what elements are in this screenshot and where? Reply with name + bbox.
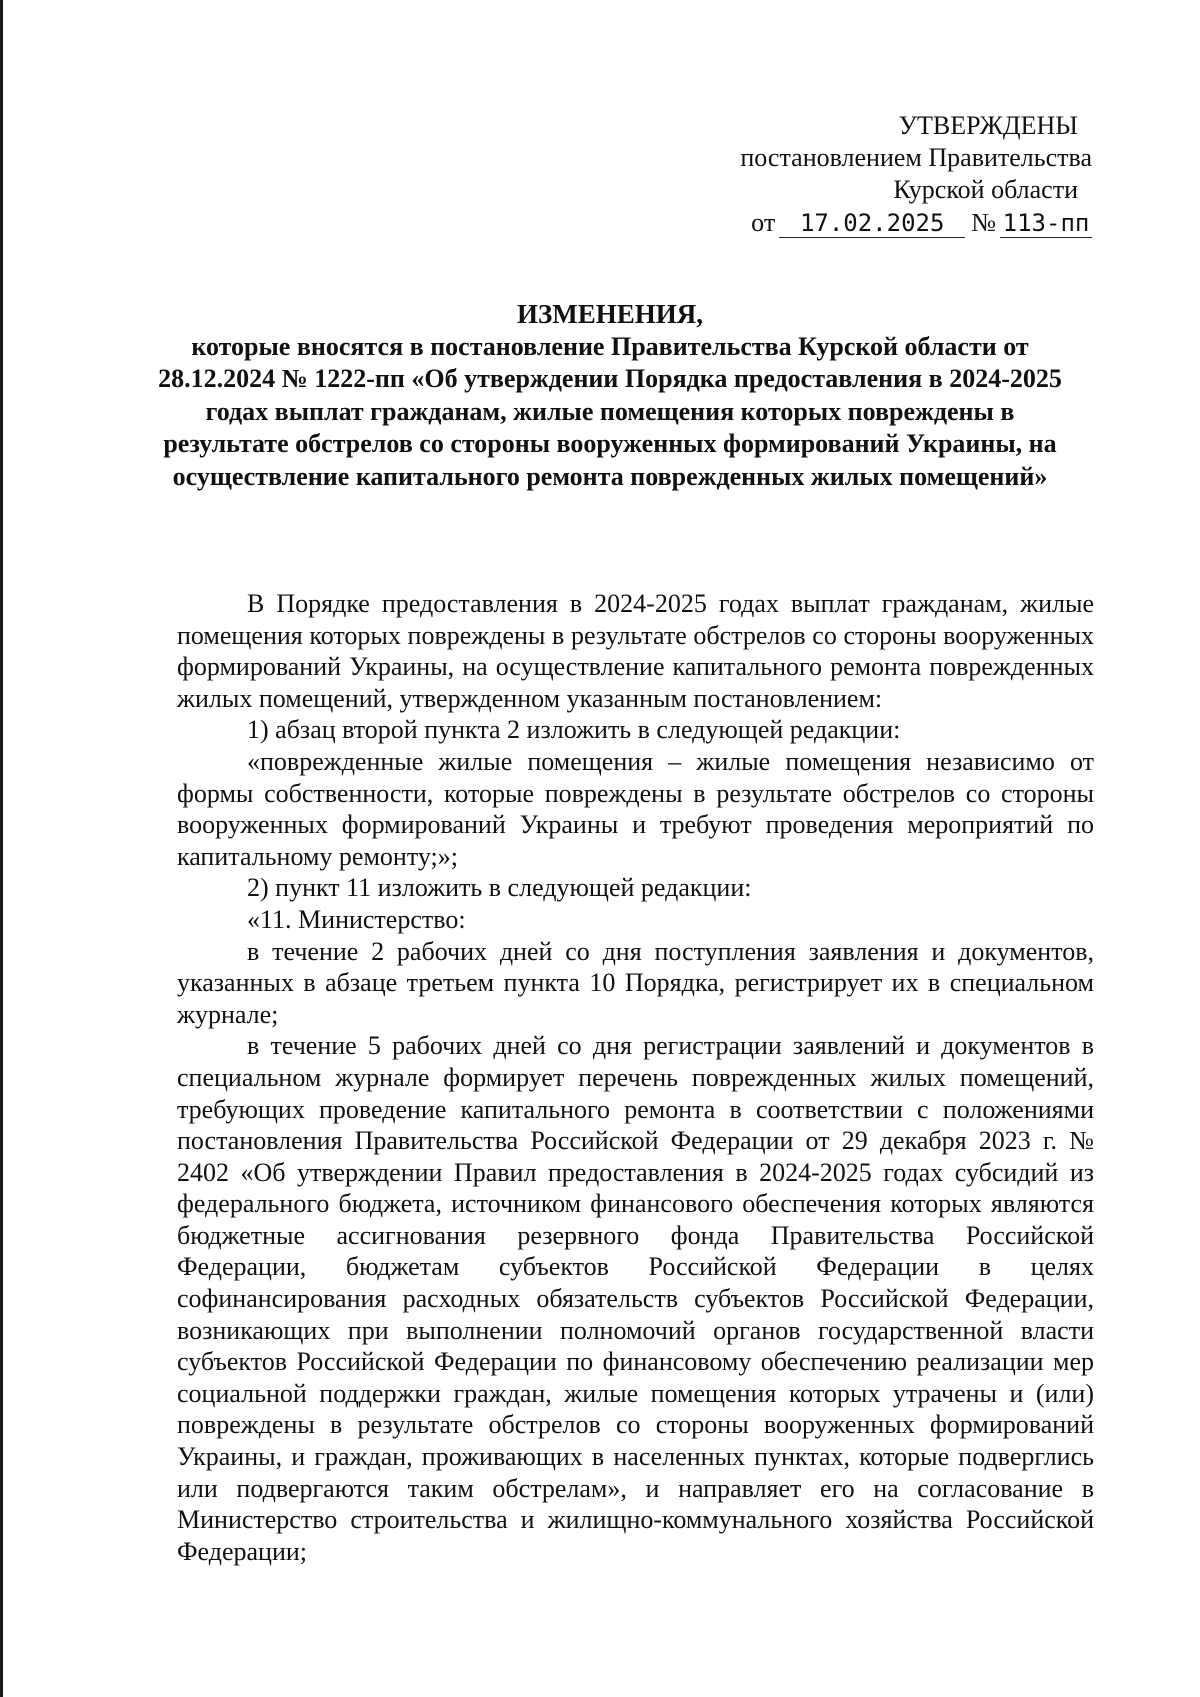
approval-stamp <box>652 110 1092 239</box>
paragraph-item-2: 2) пункт 11 изложить в следующей редакции: <box>247 873 752 903</box>
paragraph-item-1: 1) абзац второй пункта 2 изложить в следующей редакции: <box>247 715 901 745</box>
approval-date-line <box>652 207 1092 239</box>
document-body <box>177 588 1094 1567</box>
paragraph-intro: В Порядке предоставления в 2024-2025 годах выплат гражданам, жилые помещения которых повреждены в результате обстрелов со стороны вооруженных формирований Украины, на осуществление капитального ремонта поврежденных жилых помещений, утвержденном указанным постановлением: <box>177 589 1094 713</box>
approval-heading: УТВЕРЖДЕНЫ <box>898 111 1078 140</box>
approval-number: 113-пп <box>1000 209 1092 238</box>
approval-line-2: Курской области <box>893 175 1078 204</box>
title-subtitle: которые вносятся в постановление Правительства Курской области от 28.12.2024 № 1222-пп «Об утверждении Порядка предоставления в 2024-2025 годах выплат гражданам, жилые помещения которых повреждены в результате обстрелов со стороны вооруженных формирований Украины, на осуществление капитального ремонта поврежденных жилых помещений» <box>158 331 1062 491</box>
document-title <box>150 298 1070 493</box>
date-prefix: от <box>751 208 776 237</box>
paragraph-point-11: «11. Министерство: <box>247 904 466 934</box>
paragraph-quote-1: «поврежденные жилые помещения – жилые помещения независимо от формы собственности, которые повреждены в результате обстрелов со стороны вооруженных формирований Украины и требуют проведения мероприятий по капитальному ремонту;»; <box>177 746 1094 871</box>
approval-date: 17.02.2025 <box>779 209 965 238</box>
number-prefix: № <box>971 208 996 237</box>
approval-line-1: постановлением Правительства <box>740 143 1092 172</box>
scan-edge <box>0 0 3 1697</box>
paragraph-registration: в течение 2 рабочих дней со дня поступления заявления и документов, указанных в абзаце третьем пункта 10 Порядка, регистрирует их в специальном журнале; <box>177 936 1094 1029</box>
paragraph-list-formation: в течение 5 рабочих дней со дня регистрации заявлений и документов в специальном журнале формирует перечень поврежденных жилых помещений, требующих проведение капитального ремонта в соответствии с положениями постановления Правительства Российской Федерации от 29 декабря 2023 г. № 2402 «Об утверждении Правил предоставления в 2024-2025 годах субсидий из федерального бюджета, источником финансового обеспечения которых являются бюджетные ассигнования резервного фонда Правительства Российской Федерации, бюджетам субъектов Российской Федерации в целях софинансирования расходных обязательств субъектов Российской Федерации, возникающих при выполнении полномочий органов государственной власти субъектов Российской Федерации по финансовому обеспечению реализации мер социальной поддержки граждан, жилые помещения которых утрачены и (или) повреждены в результате обстрелов со стороны вооруженных формирований Украины, и граждан, проживающих в населенных пунктах, которые подверглись или подвергаются таким обстрелам», и направляет его на согласование в Министерство строительства и жилищно-коммунального хозяйства Российской Федерации; <box>177 1031 1094 1566</box>
title-main: ИЗМЕНЕНИЯ, <box>516 299 703 329</box>
